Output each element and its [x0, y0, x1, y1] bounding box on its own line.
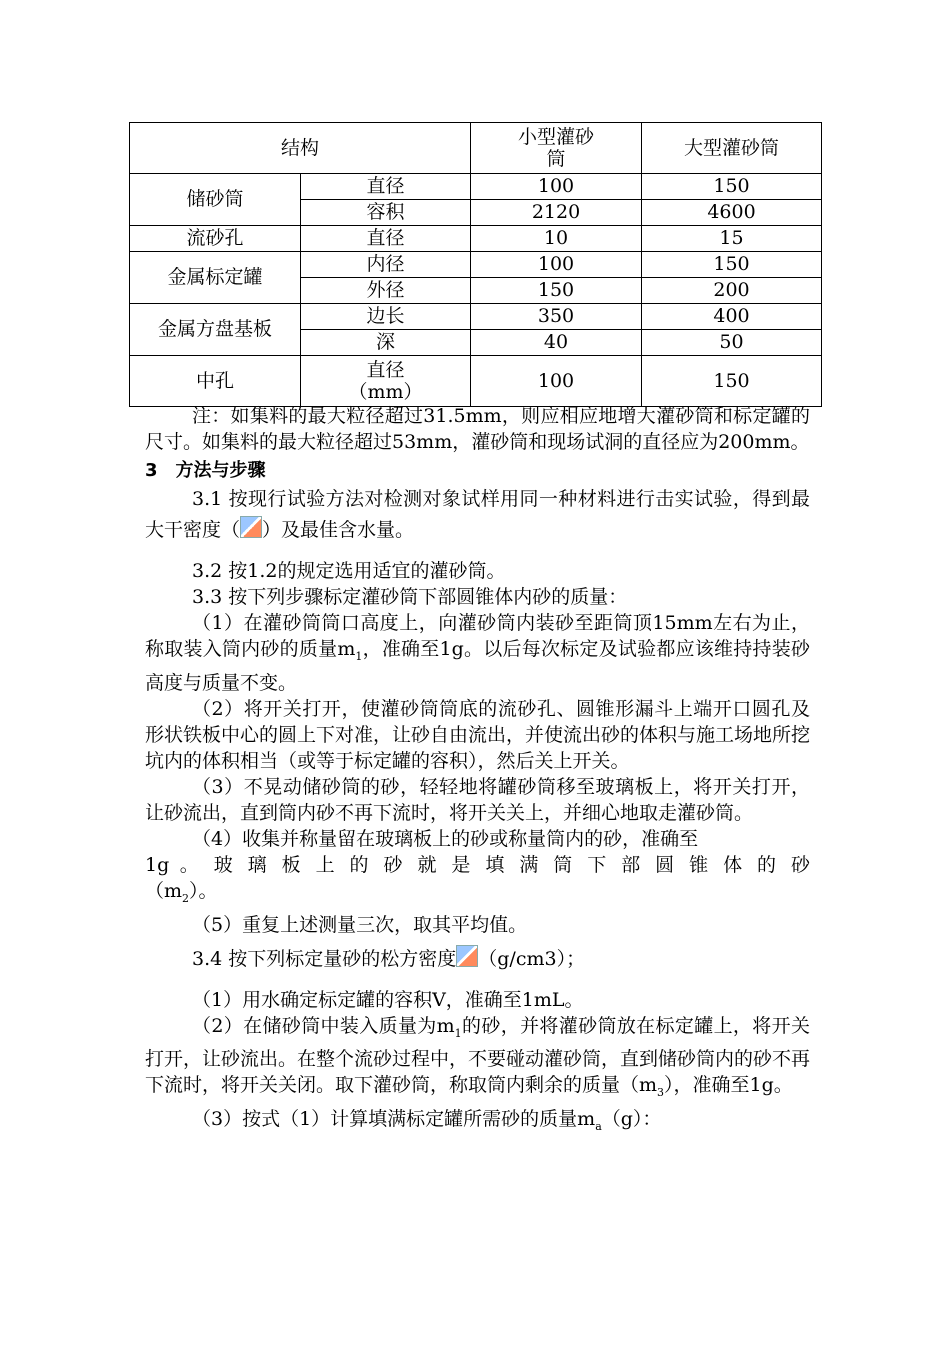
small-value: 100: [471, 174, 642, 200]
step-4-line3: $(m_2)$。: [145, 879, 218, 905]
param-cell: 直径 （mm）: [301, 356, 471, 407]
paragraph-3-1: 3.1 按现行试验方法对检测对象试样用同一种材料进行击实试验，得到最大干密度（ ）及最佳含水量。: [145, 488, 810, 541]
large-value: 4600: [642, 200, 822, 226]
broken-image-icon: [240, 516, 262, 538]
calib-step-1: （1）用水确定标定罐的容积V，准确至1mL。: [192, 988, 584, 1011]
group-cell: 金属标定罐: [130, 252, 301, 304]
large-value: 15: [642, 226, 822, 252]
small-value: 350: [471, 304, 642, 330]
broken-image-icon: [456, 945, 478, 967]
small-value: 40: [471, 330, 642, 356]
param-cell: 深: [301, 330, 471, 356]
group-cell: 中孔: [130, 356, 301, 407]
step-1: （1）在灌砂筒筒口高度上，向灌砂筒内装砂至距筒顶15mm左右为止，称取装入筒内砂的质量$m_1$，准确至1g。以后每次标定及试验都应该维持持装砂高度与质量不变。: [145, 612, 810, 694]
param-cell: 容积: [301, 200, 471, 226]
paragraph-3-4: 3.4 按下列标定量砂的松方密度 （g/cm3）；: [145, 944, 810, 975]
step-4: （4）收集并称量留在玻璃板上的砂或称量筒内的砂，准确至: [192, 827, 699, 850]
small-value: 150: [471, 278, 642, 304]
paragraph-3-3: 3.3 按下列步骤标定灌砂筒下部圆锥体内砂的质量：: [192, 586, 628, 608]
large-value: 150: [642, 252, 822, 278]
param-cell: 直径: [301, 174, 471, 200]
large-value: 50: [642, 330, 822, 356]
small-value: 100: [471, 356, 642, 407]
header-small: 小型灌砂 筒: [471, 123, 642, 174]
large-value: 200: [642, 278, 822, 304]
group-cell: 流砂孔: [130, 226, 301, 252]
large-value: 150: [642, 174, 822, 200]
calib-step-3: （3）按式（1）计算填满标定罐所需砂的质量$m_a(g)$：: [192, 1108, 662, 1133]
param-cell: 边长: [301, 304, 471, 330]
small-value: 2120: [471, 200, 642, 226]
group-cell: 金属方盘基板: [130, 304, 301, 356]
paragraph-3-2: 3.2 按1.2的规定选用适宜的灌砂筒。: [192, 560, 506, 582]
header-large: 大型灌砂筒: [642, 123, 822, 174]
small-value: 10: [471, 226, 642, 252]
small-value: 100: [471, 252, 642, 278]
param-cell: 内径: [301, 252, 471, 278]
apparatus-spec-table: [129, 122, 822, 407]
step-4-line2: 1g 。 玻 璃 板 上 的 砂 就 是 填 满 筒 下 部 圆 锥 体 的 砂: [145, 853, 810, 876]
document-body: [145, 403, 810, 1140]
param-cell: 外径: [301, 278, 471, 304]
large-value: 400: [642, 304, 822, 330]
step-3: （3）不晃动储砂筒的砂，轻轻地将罐砂筒移至玻璃板上，将开关打开，让砂流出，直到筒内砂不再下流时，将开关关上，并细心地取走灌砂筒。: [145, 775, 810, 824]
section-heading: 3 方法与步骤: [145, 460, 266, 481]
param-cell: 直径: [301, 226, 471, 252]
header-structure: 结构: [130, 123, 471, 174]
step-5: （5）重复上述测量三次，取其平均值。: [192, 913, 528, 936]
table-note: 注：如集料的最大粒径超过31.5mm，则应相应地增大灌砂筒和标定罐的尺寸。如集料的最大粒径超过53mm，灌砂筒和现场试洞的直径应为200mm。: [145, 405, 810, 453]
calib-step-2: （2）在储砂筒中装入质量为$m_1$的砂，并将灌砂筒放在标定罐上，将开关打开，让砂流出。在整个流砂过程中，不要碰动灌砂筒，直到储砂筒内的砂不再下流时，将开关关闭。取下灌砂筒，称取筒内剩余的质量$(m_3)$，准确至1g。: [145, 1014, 811, 1100]
group-cell: 储砂筒: [130, 174, 301, 226]
large-value: 150: [642, 356, 822, 407]
step-2: （2）将开关打开，使灌砂筒筒底的流砂孔、圆锥形漏斗上端开口圆孔及形状铁板中心的圆上下对准，让砂自由流出，并使流出砂的体积与施工场地所挖坑内的体积相当（或等于标定罐的容积），然后关上开关。: [145, 697, 811, 772]
